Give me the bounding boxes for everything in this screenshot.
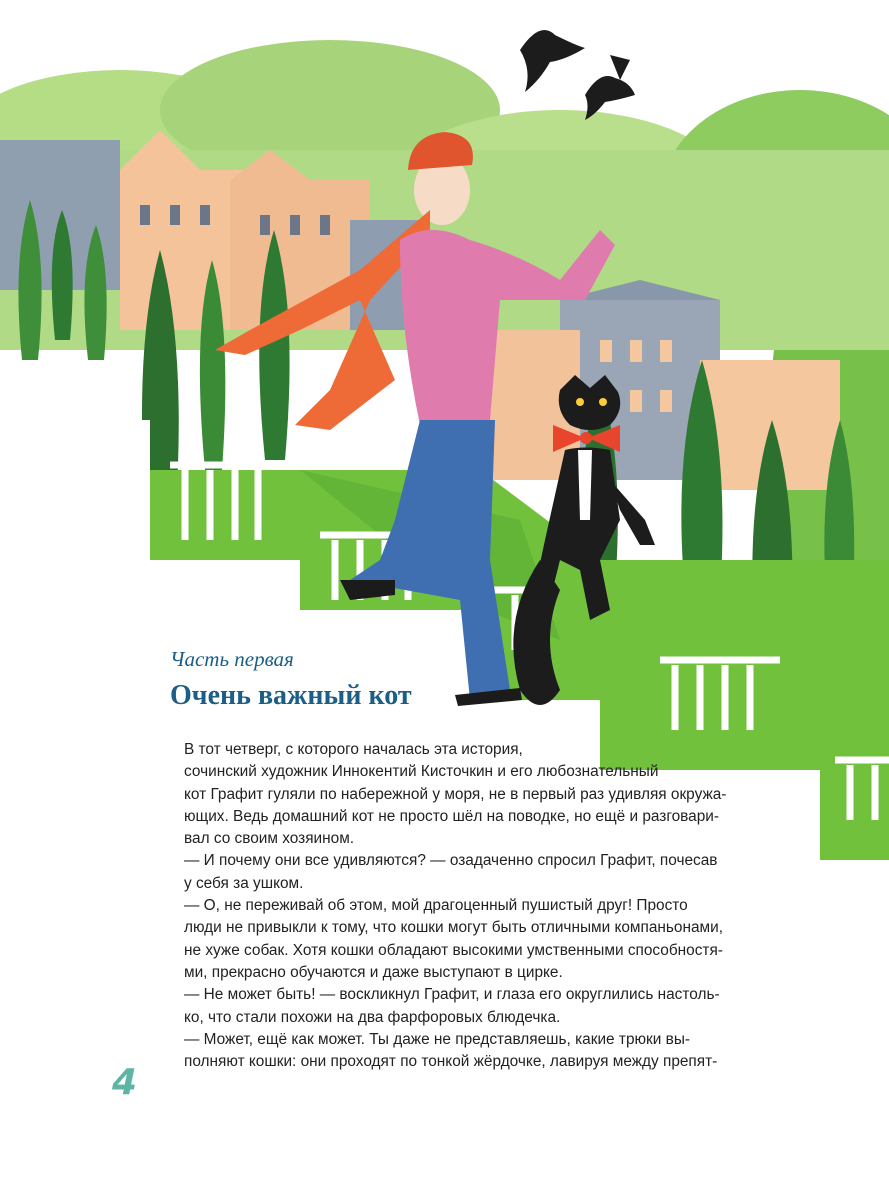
story-line: — Может, ещё как может. Ты даже не представляешь, какие трюки вы- (184, 1030, 691, 1048)
story-paragraph (162, 850, 775, 895)
story-text (162, 739, 775, 1073)
story-line: не хуже собак. Хотя кошки обладают высокими умственными способностя- (184, 941, 723, 959)
story-line: сочинский художник Иннокентий Кисточкин и его любознательный (184, 763, 659, 781)
story-paragraph (162, 1029, 775, 1074)
story-line: — О, не переживай об этом, мой драгоценный пушистый друг! Просто (184, 897, 688, 915)
page-number: 4 (112, 1062, 138, 1103)
story-line: кот Графит гуляли по набережной у моря, не в первый раз удивляя окружа- (184, 785, 727, 803)
story-line: — Не может быть! — воскликнул Графит, и глаза его округлились настоль- (184, 986, 720, 1004)
chapter-title: Очень важный кот (170, 680, 412, 711)
chapter-part-label: Часть первая (170, 647, 294, 671)
story-paragraph (162, 984, 775, 1029)
story-line: у себя за ушком. (184, 874, 304, 892)
story-line: В тот четверг, с которого началась эта история, (184, 741, 523, 758)
story-line: ми, прекрасно обучаются и даже выступают в цирке. (184, 963, 563, 981)
story-paragraph (162, 895, 775, 984)
story-line: — И почему они все удивляются? — озадаченно спросил Графит, почесав (184, 852, 718, 870)
story-line: ющих. Ведь домашний кот не просто шёл на поводке, но ещё и разговари- (184, 807, 720, 825)
story-line: вал со своим хозяином. (184, 830, 355, 848)
story-line: полняют кошки: они проходят по тонкой жёрдочке, лавируя между препят- (184, 1053, 718, 1071)
flying-birds (520, 30, 635, 120)
story-line: ко, что стали похожи на два фарфоровых блюдечка. (184, 1008, 561, 1026)
story-line: люди не привыкли к тому, что кошки могут быть отличными компаньонами, (184, 919, 723, 937)
story-paragraph (162, 739, 775, 850)
